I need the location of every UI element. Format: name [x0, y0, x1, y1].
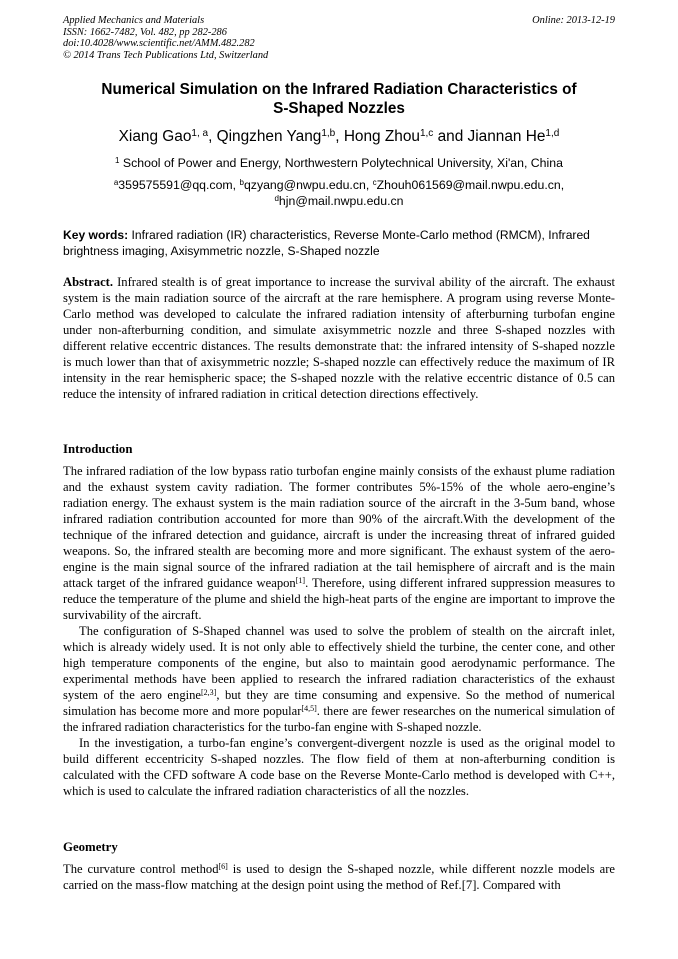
doi-line: doi:10.4028/www.scientific.net/AMM.482.282: [63, 38, 255, 50]
paragraph-text: is used to design the S-shaped nozzle, while different nozzle models are carried on the mass-flow matching at the design point using the method of Ref.[7]. Compared with: [63, 862, 615, 892]
paragraph: [63, 463, 615, 623]
author-affiliation-mark: 1,c: [419, 128, 434, 139]
paragraph-text: , but they are time consuming and expensive. So the method of numerical simulation has become more and more popular: [63, 688, 615, 718]
author-name: Hong Zhou: [343, 128, 420, 145]
abstract-label: Abstract.: [63, 275, 114, 289]
keywords-label: Key words:: [63, 228, 129, 242]
abstract-text: Infrared stealth is of great importance to increase the survival ability of the aircraft. The exhaust system is the main radiation source of the aircraft at the rare hemisphere. A program using reverse Monte-Carlo method was developed to calculate the infrared radiation intensity of afterburning turbofan engine under non-afterburning condition, and simulate axisymmetric nozzle and three S-shaped nozzles with different relative eccentric distances. The results demonstrate that: the infrared intensity of S-shaped nozzle is much lower than that of axisymmetric nozzle; S-shaped nozzle can effectively reduce the maximum of IR intensity in the rear hemispheric space; the S-shaped nozzle with the relative eccentric distance of 0.5 can reduce the intensity of infrared radiation in critical detection directions effectively.: [63, 275, 615, 401]
paragraph: [63, 623, 615, 735]
citation-ref[interactable]: [4,5]: [301, 704, 317, 713]
affiliation: [63, 156, 615, 171]
geometry-body: [63, 861, 615, 893]
paragraph-text: The configuration of S-Shaped channel was used to solve the problem of stealth on the aircraft inlet, which is already widely used. It is not only able to effectively shield the turbine, the center cone, and other high temperature components of the engine, but also to maintain good aerodynamic performance. The experimental methods have been applied to research the infrared radiation characteristics of the exhaust system of the aero engine: [63, 624, 615, 702]
paragraph-text: The infrared radiation of the low bypass ratio turbofan engine mainly consists of the exhaust plume radiation and the exhaust system cavity radiation. The former contributes 5%-15% of the whole aero-engine’s radiation energy. The exhaust system is the main radiation source of the aircraft in the 3-5um band, whose infrared radiation contribution accounted for more than 90% of the aircraft.With the development of the technique of the infrared detection and guidance, aircraft is under the increasing threat of infrared guided weapons. So, the infrared stealth are becoming more and more significant. The exhaust system of the aero-engine is the main signal source of the infrared radiation at the tail hemisphere of aircraft and is the main attack target of the infrared guidance weapon: [63, 464, 615, 590]
keywords-text: Infrared radiation (IR) characteristics, Reverse Monte-Carlo method (RMCM), Infrared brightness imaging, Axisymmetric nozzle, S-Shaped nozzle: [63, 228, 590, 258]
citation-ref[interactable]: [1]: [295, 576, 306, 585]
email-line-1: [63, 178, 615, 194]
paragraph-text: In the investigation, a turbo-fan engine’s convergent-divergent nozzle is used as the original model to build different eccentricity S-shaped nozzles. The flow field of them at non-afterburning condition is calculated with the CFD software A code base on the Reverse Monte-Carlo method is developed with C++, which is used to calculate the infrared radiation characteristics of all the nozzles.: [63, 736, 615, 798]
citation-ref[interactable]: [6]: [218, 862, 228, 871]
paragraph-text: . Therefore, using different infrared suppression measures to reduce the temperature of the plume and shield the high-heat parts of the engine are important to improve the survivability of the aircraft.: [63, 576, 616, 622]
abstract: [63, 274, 615, 402]
online-date: Online: 2013-12-19: [532, 15, 615, 26]
title-line-1: Numerical Simulation on the Infrared Radiation Characteristics of: [101, 81, 577, 98]
introduction-body: [63, 463, 615, 799]
author-name: Xiang Gao: [118, 128, 192, 145]
author-separator: ,: [335, 128, 344, 145]
author-affiliation-mark: 1,b: [321, 128, 336, 139]
author-name: Jiannan He: [467, 128, 546, 145]
keywords: [63, 228, 615, 259]
email-mark: a: [113, 178, 119, 187]
section-heading-geometry: Geometry: [63, 840, 118, 854]
author-affiliation-mark: 1,d: [545, 128, 560, 139]
paragraph-text: The curvature control method: [63, 862, 219, 876]
email-line-2: [63, 194, 615, 210]
citation-ref[interactable]: [2,3]: [201, 688, 217, 697]
affiliation-mark: 1: [115, 156, 120, 165]
email-address: 359575591@qq.com,: [118, 178, 240, 192]
author-separator: ,: [208, 128, 217, 145]
section-heading-introduction: Introduction: [63, 442, 133, 456]
copyright-line: © 2014 Trans Tech Publications Ltd, Switzerland: [63, 49, 269, 61]
title-line-2: S-Shaped Nozzles: [273, 100, 405, 117]
author-affiliation-mark: 1, a: [191, 128, 209, 139]
paper-title: [63, 80, 615, 118]
issn-line: ISSN: 1662-7482, Vol. 482, pp 282-286: [63, 26, 227, 38]
email-address: Zhouh061569@mail.nwpu.edu.cn,: [376, 178, 565, 192]
affiliation-text: School of Power and Energy, Northwestern Polytechnical University, Xi'an, China: [122, 156, 563, 170]
author-emails: [63, 178, 615, 209]
journal-header: [63, 15, 268, 61]
journal-name: Applied Mechanics and Materials: [63, 15, 205, 26]
email-address: hjn@mail.nwpu.edu.cn: [278, 193, 404, 208]
author-name: Qingzhen Yang: [216, 128, 322, 145]
author-list: [63, 127, 615, 146]
paragraph-text: . there are fewer researches on the numerical simulation of the infrared radiation characteristics for the turbo-fan engine with S-shaped nozzle.: [63, 704, 615, 734]
author-separator: and: [433, 128, 468, 145]
email-address: qzyang@nwpu.edu.cn,: [243, 178, 373, 192]
paragraph: [63, 735, 615, 799]
email-mark: c: [372, 178, 377, 187]
email-mark: d: [274, 193, 279, 203]
email-mark: b: [239, 178, 244, 187]
